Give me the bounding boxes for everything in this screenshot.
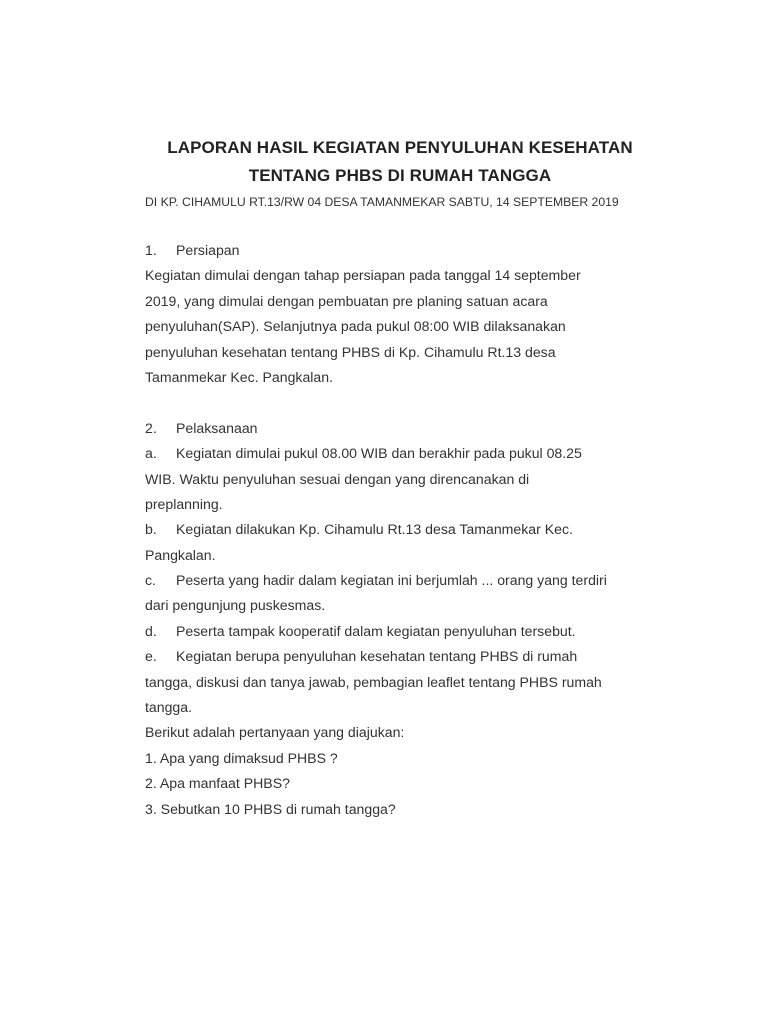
item-text: Peserta yang hadir dalam kegiatan ini berjumlah ... orang yang terdiri [176,572,607,589]
item-continuation: preplanning. [145,495,223,512]
paragraph-line: Kegiatan dimulai dengan tahap persiapan pada tanggal 14 september [145,267,581,284]
item-continuation: dari pengunjung puskesmas. [145,597,326,614]
item-text: Kegiatan berupa penyuluhan kesehatan tentang PHBS di rumah [176,648,578,665]
subtitle-location-date: DI KP. CIHAMULU RT.13/RW 04 DESA TAMANMEKAR SABTU, 14 SEPTEMBER 2019 [145,195,619,209]
section-heading-pelaksanaan [145,416,665,441]
item-marker: b. [145,521,157,538]
question-item: 2. Apa manfaat PHBS? [145,775,290,792]
paragraph-line: penyuluhan(SAP). Selanjutnya pada pukul 08:00 WIB dilaksanakan [145,318,566,335]
paragraph-line: Tamanmekar Kec. Pangkalan. [145,368,334,385]
item-marker: e. [145,648,157,665]
item-marker: a. [145,445,157,462]
question-item: 1. Apa yang dimaksud PHBS ? [145,749,338,766]
section-title: Pelaksanaan [176,419,258,436]
item-continuation: tangga. [145,699,193,716]
list-item-c [145,568,665,593]
list-item-b [145,517,665,542]
list-item-e [145,644,665,669]
title-line-2: TENTANG PHBS DI RUMAH TANGGA [248,166,552,185]
title-line-1: LAPORAN HASIL KEGIATAN PENYULUHAN KESEHATAN [167,138,633,157]
item-text: Kegiatan dimulai pukul 08.00 WIB dan berakhir pada pukul 08.25 [176,445,582,462]
section-number: 1. [145,242,157,258]
section-heading-persiapan [145,238,665,263]
item-text: Kegiatan dilakukan Kp. Cihamulu Rt.13 desa Tamanmekar Kec. [176,521,573,538]
section-title: Persiapan [176,242,240,258]
question-item: 3. Sebutkan 10 PHBS di rumah tangga? [145,800,396,817]
item-continuation: Pangkalan. [145,546,216,563]
item-continuation: WIB. Waktu penyuluhan sesuai dengan yang direncanakan di [145,470,530,487]
section-number: 2. [145,419,157,436]
paragraph-line: 2019, yang dimulai dengan pembuatan pre planing satuan acara [145,292,548,309]
list-item-d [145,619,665,644]
spacer [145,390,665,415]
item-marker: d. [145,622,157,639]
list-item-a [145,441,665,466]
report-body [145,238,665,822]
item-marker: c. [145,572,156,589]
item-continuation: tangga, diskusi dan tanya jawab, pembagian leaflet tentang PHBS rumah [145,673,602,690]
questions-intro: Berikut adalah pertanyaan yang diajukan: [145,724,405,741]
paragraph-line: penyuluhan kesehatan tentang PHBS di Kp. Cihamulu Rt.13 desa [145,343,556,360]
item-text: Peserta tampak kooperatif dalam kegiatan penyuluhan tersebut. [176,622,576,639]
